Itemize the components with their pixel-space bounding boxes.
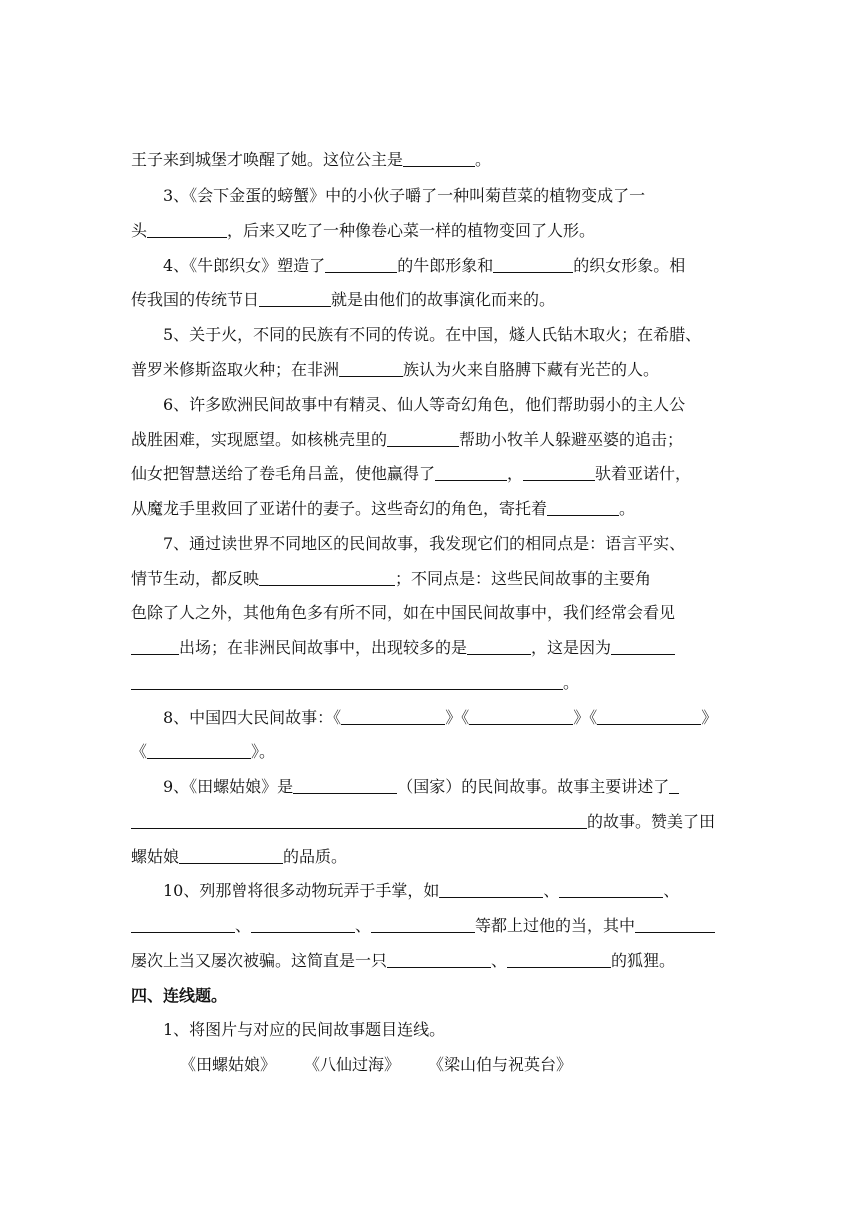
text: ；不同点是：这些民间故事的主要角: [395, 569, 652, 588]
text: 7、通过读世界不同地区的民间故事，我发现它们的相同点是：语言平实、: [163, 534, 686, 553]
answer-blank[interactable]: [547, 500, 619, 516]
text: ，这是因为: [531, 638, 612, 657]
story-title[interactable]: 《梁山伯与祝英台》: [428, 1055, 573, 1074]
q7-line-2: [131, 569, 731, 589]
text: 》。: [251, 742, 276, 761]
q7-line-3: [131, 603, 731, 623]
text: 等都上过他的当，其中: [475, 916, 636, 935]
answer-blank[interactable]: [387, 952, 491, 968]
q6-line-3: [131, 464, 731, 484]
text: 就是由他们的故事演化而来的。: [331, 290, 556, 309]
answer-blank[interactable]: [131, 917, 235, 933]
answer-blank[interactable]: [131, 674, 563, 690]
q9-line-1: [163, 777, 763, 797]
text: 驮着亚诺什，: [595, 464, 692, 483]
text: ，: [507, 464, 524, 483]
text: 8、中国四大民间故事：《: [163, 708, 342, 727]
text: 6、许多欧洲民间故事中有精灵、仙人等奇幻角色，他们帮助弱小的主人公: [163, 395, 686, 414]
text: 》《: [573, 708, 598, 727]
text: 普罗米修斯盗取火种；在非洲: [131, 360, 340, 379]
q6-line-2: [131, 430, 731, 450]
answer-blank[interactable]: [339, 361, 403, 377]
answer-blank[interactable]: [611, 639, 675, 655]
text: 仙女把智慧送给了卷毛角吕盖，使他赢得了: [131, 464, 436, 483]
text: 10、列那曾将很多动物玩弄于手掌，如: [163, 881, 440, 900]
text: （国家）的民间故事。故事主要讲述了: [397, 777, 670, 796]
text: 5、关于火，不同的民族有不同的传说。在中国，燧人氏钻木取火；在希腊、: [163, 325, 702, 344]
answer-blank[interactable]: [341, 709, 445, 725]
answer-blank[interactable]: [293, 778, 397, 794]
answer-blank[interactable]: [439, 882, 543, 898]
q6-line-4: [131, 499, 731, 519]
text: 出场；在非洲民间故事中，出现较多的是: [179, 638, 468, 657]
q10-line-2: [131, 916, 731, 936]
q3-line-1: [163, 186, 763, 206]
answer-blank[interactable]: [147, 222, 227, 238]
text: 、: [663, 881, 680, 900]
answer-blank[interactable]: [467, 639, 531, 655]
q5-line-2: [131, 360, 731, 380]
answer-blank[interactable]: [259, 570, 395, 586]
q4-line-2: [131, 290, 731, 310]
answer-blank[interactable]: [387, 431, 459, 447]
text: 、: [355, 916, 372, 935]
text: 。: [563, 673, 580, 692]
section-heading: [131, 986, 731, 1006]
answer-blank[interactable]: [635, 917, 715, 933]
text: 的织女形象。相: [573, 256, 686, 275]
answer-blank[interactable]: [179, 848, 283, 864]
answer-blank[interactable]: [259, 291, 331, 307]
answer-blank[interactable]: [669, 778, 679, 794]
text: 帮助小牧羊人躲避巫婆的追击；: [459, 430, 684, 449]
text: 的牛郎形象和: [397, 256, 494, 275]
text: 屡次上当又屡次被骗。这简直是一只: [131, 951, 388, 970]
text: 色除了人之外，其他角色多有所不同，如在中国民间故事中，我们经常会看见: [131, 603, 676, 622]
answer-blank[interactable]: [325, 257, 397, 273]
text: 战胜困难，实现愿望。如核桃壳里的: [131, 430, 388, 449]
story-title[interactable]: 《八仙过海》: [304, 1055, 401, 1074]
answer-blank[interactable]: [469, 709, 573, 725]
answer-blank[interactable]: [493, 257, 573, 273]
q9-line-2: [131, 812, 731, 832]
text: 螺姑娘: [131, 847, 180, 866]
q5-line-1: [163, 325, 763, 345]
text: 》《: [445, 708, 470, 727]
text: 传我国的传统节日: [131, 290, 260, 309]
text: 。: [619, 499, 636, 518]
text: 从魔龙手里救回了亚诺什的妻子。这些奇幻的角色，寄托着: [131, 499, 548, 518]
q10-line-3: [131, 951, 731, 971]
answer-blank[interactable]: [251, 917, 355, 933]
text: 的故事。赞美了田: [587, 812, 716, 831]
q3-line-2: [131, 221, 731, 241]
story-title[interactable]: 《田螺姑娘》: [180, 1055, 277, 1074]
q10-line-1: [163, 881, 763, 901]
answer-blank[interactable]: [403, 151, 475, 167]
q2-answer-line: [131, 150, 731, 170]
text: 、: [235, 916, 252, 935]
q7-line-5: [131, 673, 731, 693]
text: 、: [491, 951, 508, 970]
q6-line-1: [163, 395, 763, 415]
text: ，后来又吃了一种像卷心菜一样的植物变回了人形。: [227, 221, 596, 240]
text: 9、《田螺姑娘》是: [163, 777, 294, 796]
text: 的狐狸。: [611, 951, 676, 970]
answer-blank[interactable]: [147, 743, 251, 759]
q7-line-4: [131, 638, 731, 658]
answer-blank[interactable]: [507, 952, 611, 968]
q7-line-1: [163, 534, 763, 554]
text: 王子来到城堡才唤醒了她。这位公主是: [131, 150, 404, 169]
q8-line-1: [163, 708, 763, 728]
q8-line-2: [131, 742, 731, 762]
story-title-row: [180, 1055, 780, 1075]
answer-blank[interactable]: [131, 639, 179, 655]
text: 4、《牛郎织女》塑造了: [163, 256, 326, 275]
answer-blank[interactable]: [597, 709, 701, 725]
text: 1、将图片与对应的民间故事题目连线。: [163, 1020, 446, 1039]
text: 。: [475, 150, 492, 169]
text: 头: [131, 221, 148, 240]
answer-blank[interactable]: [371, 917, 475, 933]
text: 四、连线题。: [131, 986, 228, 1005]
text: 》: [701, 708, 718, 727]
answer-blank[interactable]: [131, 813, 587, 829]
q9-line-3: [131, 847, 731, 867]
matching-instruction: [163, 1020, 763, 1040]
text: 、: [543, 881, 560, 900]
text: 3、《会下金蛋的螃蟹》中的小伙子嚼了一种叫菊苣菜的植物变成了一: [163, 186, 646, 205]
text: 情节生动，都反映: [131, 569, 260, 588]
text: 族认为火来自胳膊下藏有光芒的人。: [403, 360, 660, 379]
text: 的品质。: [283, 847, 348, 866]
answer-blank[interactable]: [559, 882, 663, 898]
answer-blank[interactable]: [435, 465, 507, 481]
answer-blank[interactable]: [523, 465, 595, 481]
q4-line-1: [163, 256, 763, 276]
text: 《: [131, 742, 148, 761]
